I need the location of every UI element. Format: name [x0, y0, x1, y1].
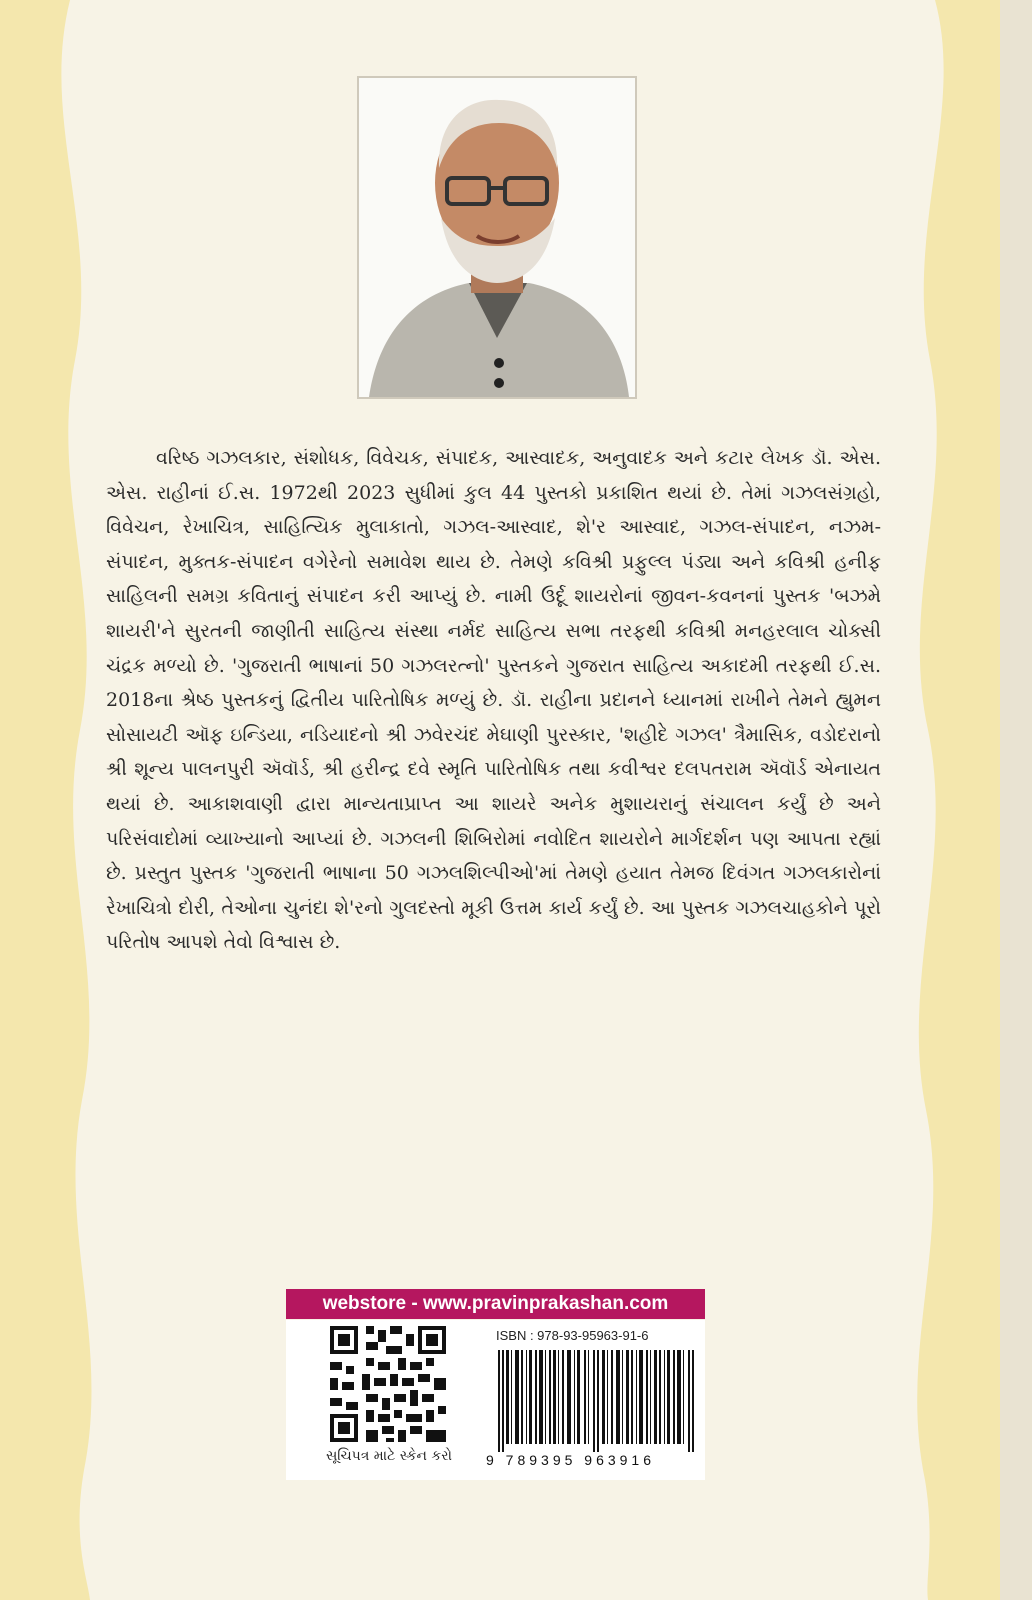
qr-code-icon: [330, 1326, 446, 1442]
author-bio: [106, 441, 881, 960]
isbn-label: ISBN : 978-93-95963-91-6: [496, 1328, 649, 1343]
barcode-digits: 9 789395 963916: [486, 1452, 655, 1468]
bio-paragraph: વરિષ્ઠ ગઝલકાર, સંશોધક, વિવેચક, સંપાદક, આસ્વાદક, અનુવાદક અને કટાર લેખક ડૉ. એસ. એસ. રાહીનાં ઈ.સ. 1972થી 2023 સુધીમાં કુલ 44 પુસ્તકો પ્રકાશિત થયાં છે. તેમાં ગઝલસંગ્રહો, વિવેચન, રેખાચિત્ર, સાહિત્યિક મુલાકાતો, ગઝલ-આસ્વાદ, શે'ર આસ્વાદ, ગઝલ-સંપાદન, નઝમ-સંપાદન, મુક્તક-સંપાદન વગેરેનો સમાવેશ થાય છે. તેમણે કવિશ્રી પ્રફુલ્લ પંડ્યા અને કવિશ્રી હનીફ સાહિલની સમગ્ર કવિતાનું સંપાદન કરી આપ્યું છે. નામી ઉર્દૂ શાયરોનાં જીવન-કવનનાં પુસ્તક 'બઝમે શાયરી'ને સુરતની જાણીતી સાહિત્ય સંસ્થા નર્મદ સાહિત્ય સભા તરફથી કવિશ્રી મનહરલાલ ચોક્સી ચંદ્રક મળ્યો છે. 'ગુજરાતી ભાષાનાં 50 ગઝલરત્નો' પુસ્તકને ગુજરાત સાહિત્ય અકાદમી તરફથી ઈ.સ. 2018ના શ્રેષ્ઠ પુસ્તકનું દ્વિતીય પારિતોષિક મળ્યું છે. ડૉ. રાહીના પ્રદાનને ધ્યાનમાં રાખીને તેમને હ્યુમન સોસાયટી ઑફ ઇન્ડિયા, નડિયાદનો શ્રી ઝવેરચંદ મેઘાણી પુરસ્કાર, 'શહીદે ગઝલ' ત્રૈમાસિક, વડોદરાનો શ્રી શૂન્ય પાલનપુરી ઍવૉર્ડ, શ્રી હરીન્દ્ર દવે સ્મૃતિ પારિતોષિક તથા કવીશ્વર દલપતરામ ઍવૉર્ડ એનાયત થયાં છે. આકાશવાણી દ્વારા માન્યતાપ્રાપ્ત આ શાયરે અનેક મુશાયરાનું સંચાલન કર્યું છે અને પરિસંવાદોમાં વ્યાખ્યાનો આપ્યાં છે. ગઝલની શિબિરોમાં નવોદિત શાયરોને માર્ગદર્શન પણ આપતા રહ્યાં છે. પ્રસ્તુત પુસ્તક 'ગુજરાતી ભાષાના 50 ગઝલશિલ્પીઓ'માં તેમણે હયાત તેમજ દિવંગત ગઝલકારોનાં રેખાચિત્રો દોરી, તેઓના ચુનંદા શે'રનો ગુલદસ્તો મૂકી ઉત્તમ કાર્ય કર્યું છે. આ પુસ્તક ગઝલચાહકોને પૂરો પરિતોષ આપશે તેવો વિશ્વાસ છે.: [106, 447, 881, 954]
author-photo: [357, 76, 637, 399]
author-portrait-icon: [359, 78, 635, 397]
barcode-icon: [496, 1350, 696, 1452]
barcode-sticker: [286, 1320, 705, 1480]
webstore-banner: webstore - www.pravinprakashan.com: [286, 1289, 705, 1319]
scan-instruction: સૂચિપત્ર માટે સ્કેન કરો: [325, 1448, 453, 1464]
